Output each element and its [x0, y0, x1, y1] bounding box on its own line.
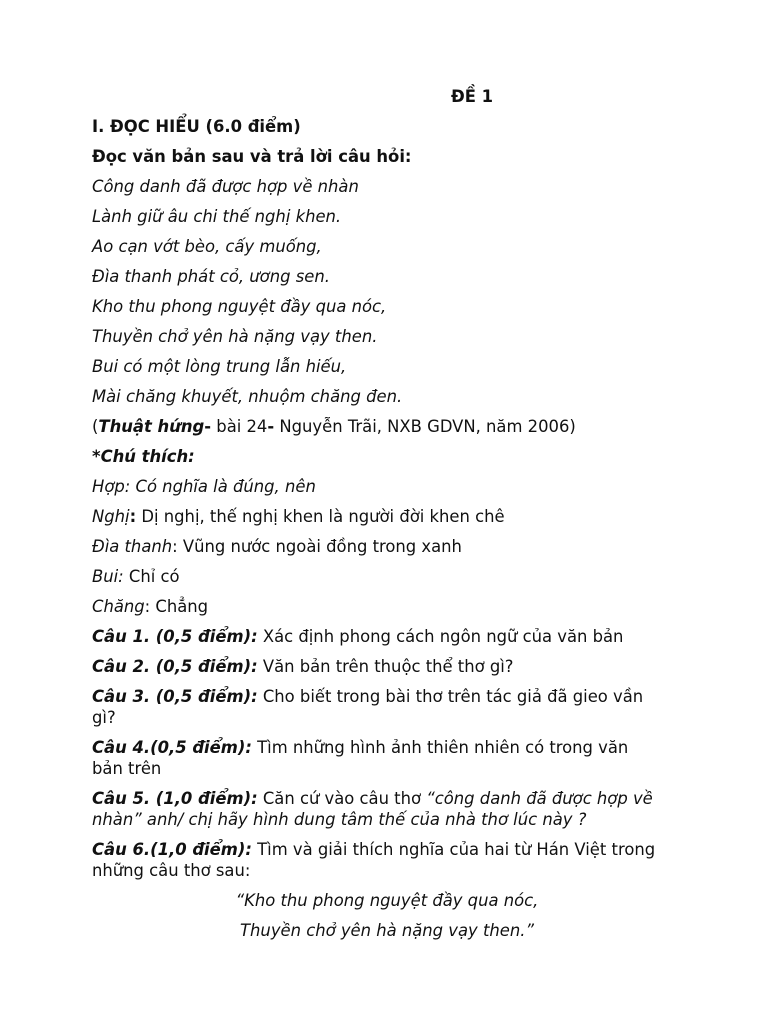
- quote-line: “Kho thu phong nguyệt đầy qua nóc,: [235, 891, 539, 910]
- poem-line: Kho thu phong nguyệt đầy qua nóc,: [92, 297, 387, 316]
- question-6: Câu 6.(1,0 điểm): Tìm và giải thích nghĩa của hai từ Hán Việt trong những câu thơ sau:: [92, 840, 656, 880]
- poem-line: Mài chăng khuyết, nhuộm chăng đen.: [92, 387, 403, 406]
- poem-line: Ao cạn vớt bèo, cấy muống,: [92, 237, 322, 256]
- notes-heading: *Chú thích:: [92, 447, 195, 466]
- note-item: Đìa thanh: Vũng nước ngoài đồng trong xanh: [92, 537, 462, 556]
- section-heading: I. ĐỌC HIỂU (6.0 điểm): [92, 117, 301, 136]
- exam-title: ĐỀ 1: [450, 87, 494, 106]
- question-4: Câu 4.(0,5 điểm): Tìm những hình ảnh thiên nhiên có trong văn bản trên: [92, 738, 629, 778]
- poem-line: Thuyền chở yên hà nặng vạy then.: [92, 327, 378, 346]
- question-5: Câu 5. (1,0 điểm): Căn cứ vào câu thơ “công danh đã được hợp về nhàn” anh/ chị hãy hình dung tâm thế của nhà thơ lúc này ?: [92, 789, 653, 829]
- note-item: Hợp: Có nghĩa là đúng, nên: [92, 477, 316, 496]
- poem-line: Đìa thanh phát cỏ, ương sen.: [92, 267, 330, 286]
- question-2: Câu 2. (0,5 điểm): Văn bản trên thuộc thể thơ gì?: [92, 657, 514, 676]
- note-item: Bui: Chỉ có: [92, 567, 180, 586]
- instruction-text: Đọc văn bản sau và trả lời câu hỏi:: [92, 147, 412, 166]
- quote-line: Thuyền chở yên hà nặng vạy then.”: [240, 921, 534, 940]
- source-citation: (Thuật hứng- bài 24- Nguyễn Trãi, NXB GDVN, năm 2006): [92, 417, 576, 436]
- document-page: [92, 86, 682, 950]
- question-3: Câu 3. (0,5 điểm): Cho biết trong bài thơ trên tác giả đã gieo vần gì?: [92, 687, 644, 727]
- poem-line: Lành giữ âu chi thế nghị khen.: [92, 207, 342, 226]
- poem-line: Bui có một lòng trung lẫn hiếu,: [92, 357, 347, 376]
- note-item: Chăng: Chẳng: [92, 597, 209, 616]
- question-1: Câu 1. (0,5 điểm): Xác định phong cách ngôn ngữ của văn bản: [92, 627, 624, 646]
- note-item: Nghị: Dị nghị, thế nghị khen là người đời khen chê: [92, 507, 505, 526]
- poem-line: Công danh đã được hợp về nhàn: [92, 177, 359, 196]
